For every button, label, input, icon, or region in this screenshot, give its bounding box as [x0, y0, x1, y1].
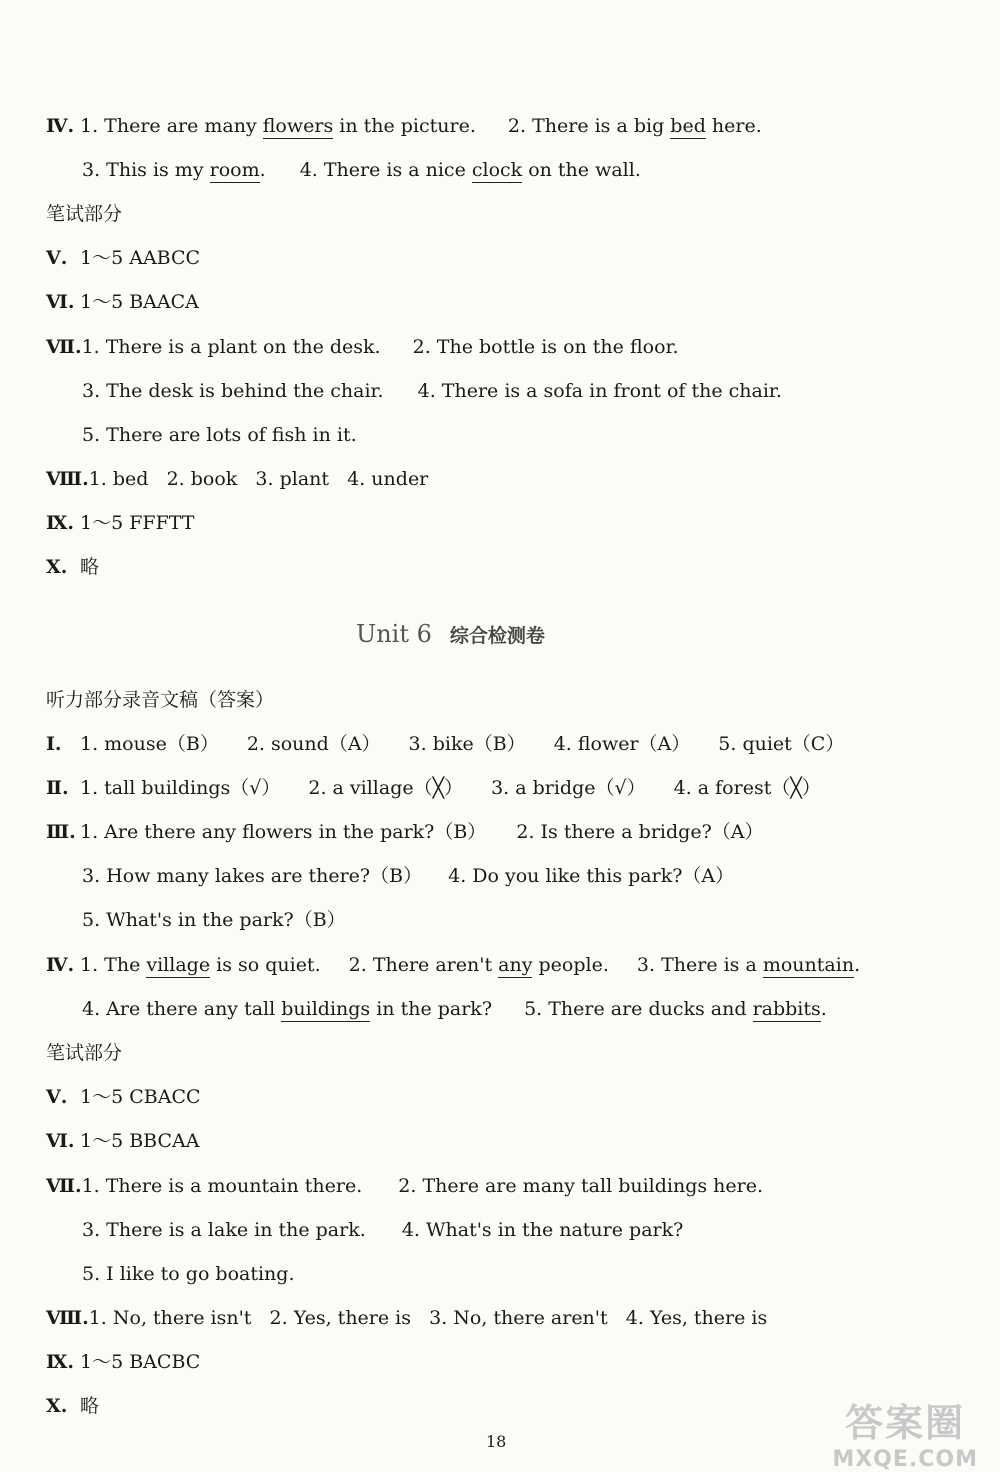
section-iv-2-line2: 4. Are there any tall buildings in the park? 5. There are ducks and rabbits.	[82, 998, 827, 1020]
section-iv-line1: Ⅳ. 1. There are many flowers in the picture. 2. There is a big bed here.	[46, 115, 762, 137]
section-x-2: Ⅹ. 略	[46, 1395, 100, 1417]
section-ix-2: Ⅸ. 1～5 BACBC	[46, 1351, 201, 1373]
watermark-logo: 答案圈 MXQE.COM	[832, 1401, 978, 1472]
unit-title: Unit 6 综合检测卷	[356, 620, 545, 648]
written-heading-2: 笔试部分	[46, 1042, 123, 1064]
page-number: 18	[486, 1432, 507, 1451]
section-v-1: Ⅴ. 1～5 AABCC	[46, 247, 201, 269]
section-vii-1-line3: 5. There are lots of fish in it.	[82, 424, 357, 446]
section-iii-line2: 3. How many lakes are there?（B） 4. Do you like this park?（A）	[82, 865, 735, 887]
section-iv-2-line1: Ⅳ. 1. The village is so quiet. 2. There aren't any people. 3. There is a mountain.	[46, 954, 861, 976]
section-iii-line1: Ⅲ. 1. Are there any flowers in the park?（B） 2. Is there a bridge?（A）	[46, 821, 764, 843]
section-ii: Ⅱ. 1. tall buildings（√） 2. a village（╳） 3. a bridge（√） 4. a forest（╳）	[46, 777, 821, 799]
section-vii-1-line1: Ⅶ.1. There is a plant on the desk. 2. The bottle is on the floor.	[46, 336, 679, 358]
section-v-2: Ⅴ. 1～5 CBACC	[46, 1086, 201, 1108]
section-i: Ⅰ. 1. mouse（B） 2. sound（A） 3. bike（B） 4. flower（A） 5. quiet（C）	[46, 733, 845, 755]
section-vii-2-line2: 3. There is a lake in the park. 4. What's in the nature park?	[82, 1219, 684, 1241]
section-iv-line2: 3. This is my room. 4. There is a nice clock on the wall.	[82, 159, 641, 181]
section-x-1: Ⅹ. 略	[46, 556, 100, 578]
section-iii-line3: 5. What's in the park?（B）	[82, 909, 346, 931]
section-vii-1-line2: 3. The desk is behind the chair. 4. There is a sofa in front of the chair.	[82, 380, 782, 402]
section-vii-2-line1: Ⅶ.1. There is a mountain there. 2. There are many tall buildings here.	[46, 1175, 764, 1197]
section-viii-2: Ⅷ.1. No, there isn't 2. Yes, there is 3. No, there aren't 4. Yes, there is	[46, 1307, 768, 1329]
section-ix-1: Ⅸ. 1～5 FFFTT	[46, 512, 195, 534]
listening-heading: 听力部分录音文稿（答案）	[46, 689, 275, 711]
section-vi-2: Ⅵ. 1～5 BBCAA	[46, 1130, 200, 1152]
section-viii-1: Ⅷ.1. bed 2. book 3. plant 4. under	[46, 468, 429, 490]
section-vi-1: Ⅵ. 1～5 BAACA	[46, 291, 199, 313]
section-vii-2-line3: 5. I like to go boating.	[82, 1263, 295, 1285]
written-heading-1: 笔试部分	[46, 203, 123, 225]
